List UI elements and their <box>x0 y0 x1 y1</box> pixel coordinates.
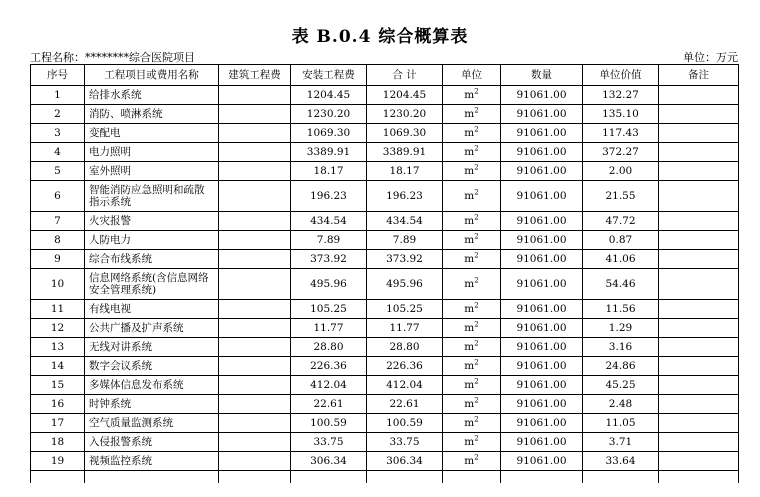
row-qty: 91061.00 <box>501 357 583 376</box>
truncated-cell <box>31 471 85 484</box>
unit-superscript: 2 <box>474 301 479 310</box>
unit-base: m <box>464 322 475 334</box>
row-note <box>659 338 739 357</box>
row-total: 22.61 <box>367 395 443 414</box>
unit-note: 单位：万元 <box>683 51 738 64</box>
row-total: 226.36 <box>367 357 443 376</box>
unit-superscript: 2 <box>474 125 479 134</box>
row-unit-value: 41.06 <box>583 250 659 269</box>
row-name: 给排水系统 <box>85 86 219 105</box>
row-name: 火灾报警 <box>85 212 219 231</box>
row-name: 有线电视 <box>85 300 219 319</box>
col-header-unit: 单位 <box>443 65 501 86</box>
row-total: 11.77 <box>367 319 443 338</box>
row-qty: 91061.00 <box>501 433 583 452</box>
row-total: 28.80 <box>367 338 443 357</box>
row-qty: 91061.00 <box>501 231 583 250</box>
table-row-truncated <box>31 471 739 484</box>
row-unit-value: 47.72 <box>583 212 659 231</box>
row-qty: 91061.00 <box>501 143 583 162</box>
row-unit <box>443 452 501 471</box>
table-row <box>31 319 739 338</box>
row-name: 公共广播及扩声系统 <box>85 319 219 338</box>
row-unit <box>443 181 501 212</box>
unit-superscript: 2 <box>474 87 479 96</box>
row-name: 变配电 <box>85 124 219 143</box>
row-note <box>659 433 739 452</box>
project-info <box>30 49 195 65</box>
row-total: 33.75 <box>367 433 443 452</box>
row-name: 信息网络系统(含信息网络安全管理系统) <box>85 269 219 300</box>
col-header-total: 合 计 <box>367 65 443 86</box>
row-install: 18.17 <box>291 162 367 181</box>
row-no: 19 <box>31 452 85 471</box>
project-name: ********综合医院项目 <box>85 51 195 64</box>
row-unit <box>443 162 501 181</box>
unit-superscript: 2 <box>474 415 479 424</box>
unit-superscript: 2 <box>474 358 479 367</box>
row-install: 105.25 <box>291 300 367 319</box>
row-install: 7.89 <box>291 231 367 250</box>
row-unit <box>443 376 501 395</box>
table-row <box>31 250 739 269</box>
row-total: 1204.45 <box>367 86 443 105</box>
table-row <box>31 231 739 250</box>
row-note <box>659 357 739 376</box>
table-row <box>31 452 739 471</box>
table-row <box>31 212 739 231</box>
row-unit-value: 0.87 <box>583 231 659 250</box>
row-unit <box>443 338 501 357</box>
row-note <box>659 376 739 395</box>
row-install: 28.80 <box>291 338 367 357</box>
row-build <box>219 212 291 231</box>
row-unit <box>443 269 501 300</box>
row-unit-value: 3.16 <box>583 338 659 357</box>
row-unit-value: 54.46 <box>583 269 659 300</box>
truncated-cell <box>219 471 291 484</box>
row-no: 2 <box>31 105 85 124</box>
row-no: 17 <box>31 414 85 433</box>
unit-superscript: 2 <box>474 188 479 197</box>
unit-superscript: 2 <box>474 106 479 115</box>
row-install: 100.59 <box>291 414 367 433</box>
row-unit <box>443 300 501 319</box>
row-unit-value: 132.27 <box>583 86 659 105</box>
row-no: 5 <box>31 162 85 181</box>
project-label: 工程名称： <box>30 51 85 64</box>
unit-base: m <box>464 253 475 265</box>
table-row <box>31 86 739 105</box>
row-name: 人防电力 <box>85 231 219 250</box>
unit-superscript: 2 <box>474 276 479 285</box>
row-unit <box>443 212 501 231</box>
table-row <box>31 162 739 181</box>
row-build <box>219 319 291 338</box>
row-total: 196.23 <box>367 181 443 212</box>
row-build <box>219 231 291 250</box>
col-header-unit-value: 单位价值 <box>583 65 659 86</box>
unit-base: m <box>464 108 475 120</box>
row-build <box>219 300 291 319</box>
row-qty: 91061.00 <box>501 395 583 414</box>
row-note <box>659 231 739 250</box>
unit-superscript: 2 <box>474 339 479 348</box>
row-install: 373.92 <box>291 250 367 269</box>
row-total: 105.25 <box>367 300 443 319</box>
row-install: 226.36 <box>291 357 367 376</box>
row-note <box>659 212 739 231</box>
row-unit <box>443 319 501 338</box>
truncated-cell <box>583 471 659 484</box>
table-row <box>31 300 739 319</box>
unit-superscript: 2 <box>474 144 479 153</box>
row-total: 1069.30 <box>367 124 443 143</box>
row-install: 434.54 <box>291 212 367 231</box>
row-install: 11.77 <box>291 319 367 338</box>
row-no: 14 <box>31 357 85 376</box>
unit-base: m <box>464 215 475 227</box>
row-no: 7 <box>31 212 85 231</box>
col-header-note: 备注 <box>659 65 739 86</box>
truncated-cell <box>291 471 367 484</box>
row-install: 495.96 <box>291 269 367 300</box>
row-no: 3 <box>31 124 85 143</box>
unit-base: m <box>464 234 475 246</box>
row-unit <box>443 433 501 452</box>
row-unit <box>443 395 501 414</box>
row-no: 13 <box>31 338 85 357</box>
row-no: 11 <box>31 300 85 319</box>
row-total: 434.54 <box>367 212 443 231</box>
row-note <box>659 395 739 414</box>
row-qty: 91061.00 <box>501 162 583 181</box>
row-note <box>659 319 739 338</box>
unit-base: m <box>464 379 475 391</box>
row-note <box>659 105 739 124</box>
row-no: 6 <box>31 181 85 212</box>
table-row <box>31 395 739 414</box>
table-row <box>31 181 739 212</box>
col-header-no: 序号 <box>31 65 85 86</box>
row-qty: 91061.00 <box>501 86 583 105</box>
row-build <box>219 86 291 105</box>
row-unit-value: 2.00 <box>583 162 659 181</box>
row-qty: 91061.00 <box>501 124 583 143</box>
row-unit-value: 117.43 <box>583 124 659 143</box>
unit-superscript: 2 <box>474 251 479 260</box>
row-install: 1230.20 <box>291 105 367 124</box>
row-name: 室外照明 <box>85 162 219 181</box>
row-qty: 91061.00 <box>501 300 583 319</box>
row-build <box>219 162 291 181</box>
row-unit <box>443 86 501 105</box>
row-unit-value: 1.29 <box>583 319 659 338</box>
row-no: 9 <box>31 250 85 269</box>
row-total: 1230.20 <box>367 105 443 124</box>
row-install: 1204.45 <box>291 86 367 105</box>
row-install: 196.23 <box>291 181 367 212</box>
unit-base: m <box>464 303 475 315</box>
row-note <box>659 124 739 143</box>
row-name: 时钟系统 <box>85 395 219 414</box>
table-title: 表 B.0.4 综合概算表 <box>291 27 469 47</box>
table-row <box>31 376 739 395</box>
table-row <box>31 338 739 357</box>
row-note <box>659 143 739 162</box>
unit-base: m <box>464 341 475 353</box>
row-no: 16 <box>31 395 85 414</box>
header-row <box>31 65 739 86</box>
unit-superscript: 2 <box>474 396 479 405</box>
row-name: 综合布线系统 <box>85 250 219 269</box>
row-no: 18 <box>31 433 85 452</box>
row-note <box>659 269 739 300</box>
unit-superscript: 2 <box>474 453 479 462</box>
row-unit <box>443 231 501 250</box>
row-no: 4 <box>31 143 85 162</box>
row-build <box>219 414 291 433</box>
table-row <box>31 433 739 452</box>
row-build <box>219 250 291 269</box>
unit-superscript: 2 <box>474 377 479 386</box>
row-build <box>219 452 291 471</box>
unit-base: m <box>464 455 475 467</box>
row-install: 306.34 <box>291 452 367 471</box>
unit-base: m <box>464 190 475 202</box>
row-total: 100.59 <box>367 414 443 433</box>
row-note <box>659 162 739 181</box>
row-no: 10 <box>31 269 85 300</box>
table-body <box>31 86 739 484</box>
row-build <box>219 395 291 414</box>
row-qty: 91061.00 <box>501 319 583 338</box>
row-unit-value: 21.55 <box>583 181 659 212</box>
truncated-cell <box>501 471 583 484</box>
row-qty: 91061.00 <box>501 269 583 300</box>
truncated-cell <box>367 471 443 484</box>
row-build <box>219 376 291 395</box>
table-row <box>31 124 739 143</box>
row-name: 数字会议系统 <box>85 357 219 376</box>
row-note <box>659 452 739 471</box>
unit-base: m <box>464 417 475 429</box>
row-qty: 91061.00 <box>501 338 583 357</box>
row-no: 1 <box>31 86 85 105</box>
row-total: 412.04 <box>367 376 443 395</box>
unit-superscript: 2 <box>474 320 479 329</box>
row-qty: 91061.00 <box>501 414 583 433</box>
row-total: 18.17 <box>367 162 443 181</box>
row-build <box>219 357 291 376</box>
unit-base: m <box>464 89 475 101</box>
row-unit <box>443 414 501 433</box>
row-unit-value: 33.64 <box>583 452 659 471</box>
row-qty: 91061.00 <box>501 250 583 269</box>
unit-base: m <box>464 398 475 410</box>
unit-base: m <box>464 165 475 177</box>
row-unit-value: 2.48 <box>583 395 659 414</box>
row-note <box>659 250 739 269</box>
row-build <box>219 433 291 452</box>
table-row <box>31 357 739 376</box>
col-header-install: 安装工程费 <box>291 65 367 86</box>
row-unit <box>443 105 501 124</box>
row-no: 8 <box>31 231 85 250</box>
row-note <box>659 300 739 319</box>
row-build <box>219 181 291 212</box>
table-row <box>31 414 739 433</box>
row-name: 电力照明 <box>85 143 219 162</box>
row-total: 373.92 <box>367 250 443 269</box>
row-install: 3389.91 <box>291 143 367 162</box>
row-name: 空气质量监测系统 <box>85 414 219 433</box>
row-install: 412.04 <box>291 376 367 395</box>
row-qty: 91061.00 <box>501 105 583 124</box>
row-unit <box>443 143 501 162</box>
row-total: 3389.91 <box>367 143 443 162</box>
row-unit-value: 135.10 <box>583 105 659 124</box>
col-header-name: 工程项目或费用名称 <box>85 65 219 86</box>
row-unit-value: 372.27 <box>583 143 659 162</box>
row-install: 1069.30 <box>291 124 367 143</box>
unit-base: m <box>464 278 475 290</box>
row-install: 33.75 <box>291 433 367 452</box>
truncated-cell <box>443 471 501 484</box>
col-header-qty: 数量 <box>501 65 583 86</box>
row-name: 多媒体信息发布系统 <box>85 376 219 395</box>
row-qty: 91061.00 <box>501 212 583 231</box>
row-name: 视频监控系统 <box>85 452 219 471</box>
row-install: 22.61 <box>291 395 367 414</box>
row-note <box>659 86 739 105</box>
truncated-cell <box>659 471 739 484</box>
table-row <box>31 143 739 162</box>
unit-base: m <box>464 127 475 139</box>
row-total: 7.89 <box>367 231 443 250</box>
row-qty: 91061.00 <box>501 376 583 395</box>
row-unit-value: 45.25 <box>583 376 659 395</box>
row-build <box>219 143 291 162</box>
table-row <box>31 105 739 124</box>
row-no: 12 <box>31 319 85 338</box>
unit-base: m <box>464 360 475 372</box>
row-unit-value: 3.71 <box>583 433 659 452</box>
row-unit-value: 24.86 <box>583 357 659 376</box>
unit-superscript: 2 <box>474 163 479 172</box>
unit-superscript: 2 <box>474 434 479 443</box>
unit-base: m <box>464 436 475 448</box>
unit-superscript: 2 <box>474 232 479 241</box>
unit-superscript: 2 <box>474 213 479 222</box>
row-unit <box>443 250 501 269</box>
unit-base: m <box>464 146 475 158</box>
row-total: 495.96 <box>367 269 443 300</box>
row-qty: 91061.00 <box>501 181 583 212</box>
col-header-build: 建筑工程费 <box>219 65 291 86</box>
row-name: 无线对讲系统 <box>85 338 219 357</box>
row-name: 入侵报警系统 <box>85 433 219 452</box>
row-build <box>219 105 291 124</box>
truncated-cell <box>85 471 219 484</box>
row-build <box>219 269 291 300</box>
row-build <box>219 124 291 143</box>
row-qty: 91061.00 <box>501 452 583 471</box>
row-note <box>659 181 739 212</box>
row-unit-value: 11.05 <box>583 414 659 433</box>
row-name: 智能消防应急照明和疏散指示系统 <box>85 181 219 212</box>
row-unit <box>443 124 501 143</box>
row-total: 306.34 <box>367 452 443 471</box>
estimate-table <box>30 64 739 483</box>
row-note <box>659 414 739 433</box>
row-name: 消防、喷淋系统 <box>85 105 219 124</box>
row-no: 15 <box>31 376 85 395</box>
row-build <box>219 338 291 357</box>
row-unit-value: 11.56 <box>583 300 659 319</box>
row-unit <box>443 357 501 376</box>
table-row <box>31 269 739 300</box>
